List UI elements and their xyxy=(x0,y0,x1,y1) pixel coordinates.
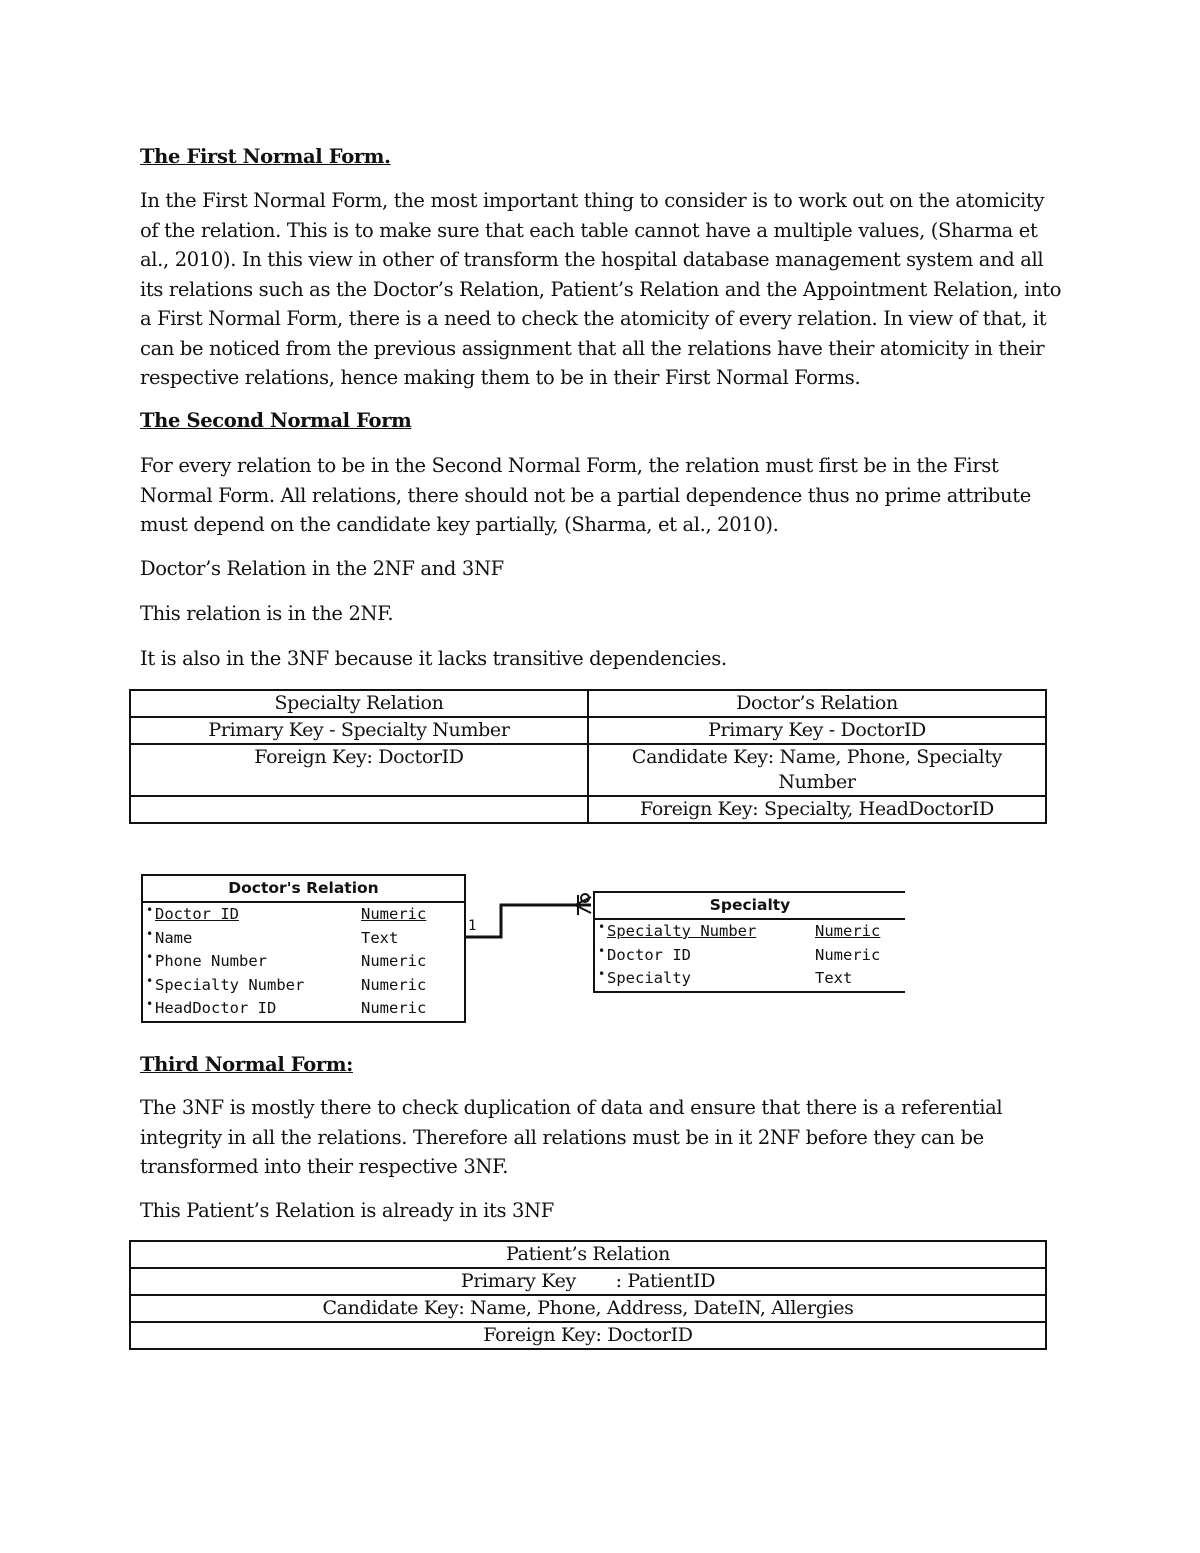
cardinality-one-label: 1 xyxy=(468,918,477,934)
line-patient-relation-3nf: This Patient’s Relation is already in its 3NF xyxy=(140,1199,554,1222)
key-marker: • xyxy=(598,920,606,934)
table-cell: Foreign Key: DoctorID xyxy=(130,744,588,796)
field-marker: • xyxy=(146,926,154,941)
erd-field-name: Specialty Number xyxy=(155,975,305,994)
line-relation-in-2nf: This relation is in the 2NF. xyxy=(140,602,394,625)
erd-field-name: Doctor ID xyxy=(155,905,239,923)
erd-field-type: Numeric xyxy=(361,952,427,970)
table-cell: Candidate Key: Name, Phone, Address, DateIN, Allergies xyxy=(130,1295,1046,1322)
field-marker: • xyxy=(146,997,154,1011)
field-marker: • xyxy=(146,950,154,964)
patient-relation-table xyxy=(129,1240,1047,1350)
table-row xyxy=(130,796,1046,823)
heading-first-normal-form: The First Normal Form. xyxy=(140,145,391,168)
erd-field-type: Numeric xyxy=(815,922,881,940)
erd-field-type: Text xyxy=(815,969,853,987)
paragraph-second-normal-form: For every relation to be in the Second Normal Form, the relation must first be in the First Normal Form. All relations, there should not be a partial dependence thus no prime attribute must depend on the candidate key partially, (Sharma, et al., 2010). xyxy=(140,454,1031,536)
erd-field-type: Numeric xyxy=(361,975,427,994)
table-cell: Primary Key - DoctorID xyxy=(588,717,1046,744)
table-row xyxy=(130,1241,1046,1268)
erd-field-name: HeadDoctor ID xyxy=(155,999,277,1017)
key-marker: • xyxy=(146,903,154,917)
line-doctor-relation-2nf-3nf: Doctor’s Relation in the 2NF and 3NF xyxy=(140,557,504,580)
erd-entity-title: Specialty xyxy=(595,893,905,920)
table-cell xyxy=(130,796,588,823)
erd-entity-specialty xyxy=(593,891,905,993)
erd-relationship-connector xyxy=(463,885,606,945)
field-marker: • xyxy=(598,943,606,958)
table-cell: Foreign Key: Specialty, HeadDoctorID xyxy=(588,796,1046,823)
table-cell: Patient’s Relation xyxy=(130,1241,1046,1268)
erd-field-row xyxy=(143,903,464,927)
erd-entity-doctor xyxy=(141,874,466,1023)
specialty-doctor-relation-table xyxy=(129,689,1047,824)
erd-field-type: Numeric xyxy=(361,999,427,1017)
erd-entity-title: Doctor's Relation xyxy=(143,876,464,903)
table-row xyxy=(130,1295,1046,1322)
table-cell: Specialty Relation xyxy=(130,690,588,717)
table-cell: Candidate Key: Name, Phone, Specialty Number xyxy=(588,744,1046,796)
table-cell: Doctor’s Relation xyxy=(588,690,1046,717)
field-marker: • xyxy=(146,973,154,988)
table-row xyxy=(130,1268,1046,1295)
erd-field-name: Phone Number xyxy=(155,952,267,970)
erd-field-name: Specialty Number xyxy=(607,922,757,940)
table-cell: Foreign Key: DoctorID xyxy=(130,1322,1046,1349)
erd-field-type: Numeric xyxy=(815,945,881,964)
erd-field-type: Text xyxy=(361,928,399,947)
heading-second-normal-form: The Second Normal Form xyxy=(140,409,412,432)
erd-field-row xyxy=(143,927,464,951)
table-row xyxy=(130,690,1046,717)
erd-field-row xyxy=(595,920,905,944)
erd-field-row xyxy=(143,950,464,974)
table-cell: Primary Key : PatientID xyxy=(130,1268,1046,1295)
erd-field-row xyxy=(143,997,464,1021)
erd-field-name: Doctor ID xyxy=(607,945,691,964)
paragraph-first-normal-form: In the First Normal Form, the most important thing to consider is to work out on the atomicity of the relation. This is to make sure that each table cannot have a multiple values, (Sharma et al., 2010). In this view in other of transform the hospital database management system and all its relations such as the Doctor’s Relation, Patient’s Relation and the Appointment Relation, into a First Normal Form, there is a need to check the atomicity of every relation. In view of that, it can be noticed from the previous assignment that all the relations have their atomicity in their respective relations, hence making them to be in their First Normal Forms. xyxy=(140,189,1062,389)
table-cell: Primary Key - Specialty Number xyxy=(130,717,588,744)
line-also-in-3nf: It is also in the 3NF because it lacks transitive dependencies. xyxy=(140,647,727,670)
erd-field-name: Specialty xyxy=(607,969,691,987)
heading-third-normal-form: Third Normal Form: xyxy=(140,1053,353,1076)
field-marker: • xyxy=(598,967,606,981)
table-row xyxy=(130,717,1046,744)
erd-field-type: Numeric xyxy=(361,905,427,923)
erd-field-row xyxy=(143,974,464,998)
erd-field-row xyxy=(595,944,905,968)
erd-field-row xyxy=(595,967,905,991)
table-row xyxy=(130,744,1046,796)
paragraph-third-normal-form: The 3NF is mostly there to check duplication of data and ensure that there is a referential integrity in all the relations. Therefore all relations must be in it 2NF before they can be transformed into their respective 3NF. xyxy=(140,1096,1003,1178)
table-row xyxy=(130,1322,1046,1349)
erd-field-name: Name xyxy=(155,928,193,947)
